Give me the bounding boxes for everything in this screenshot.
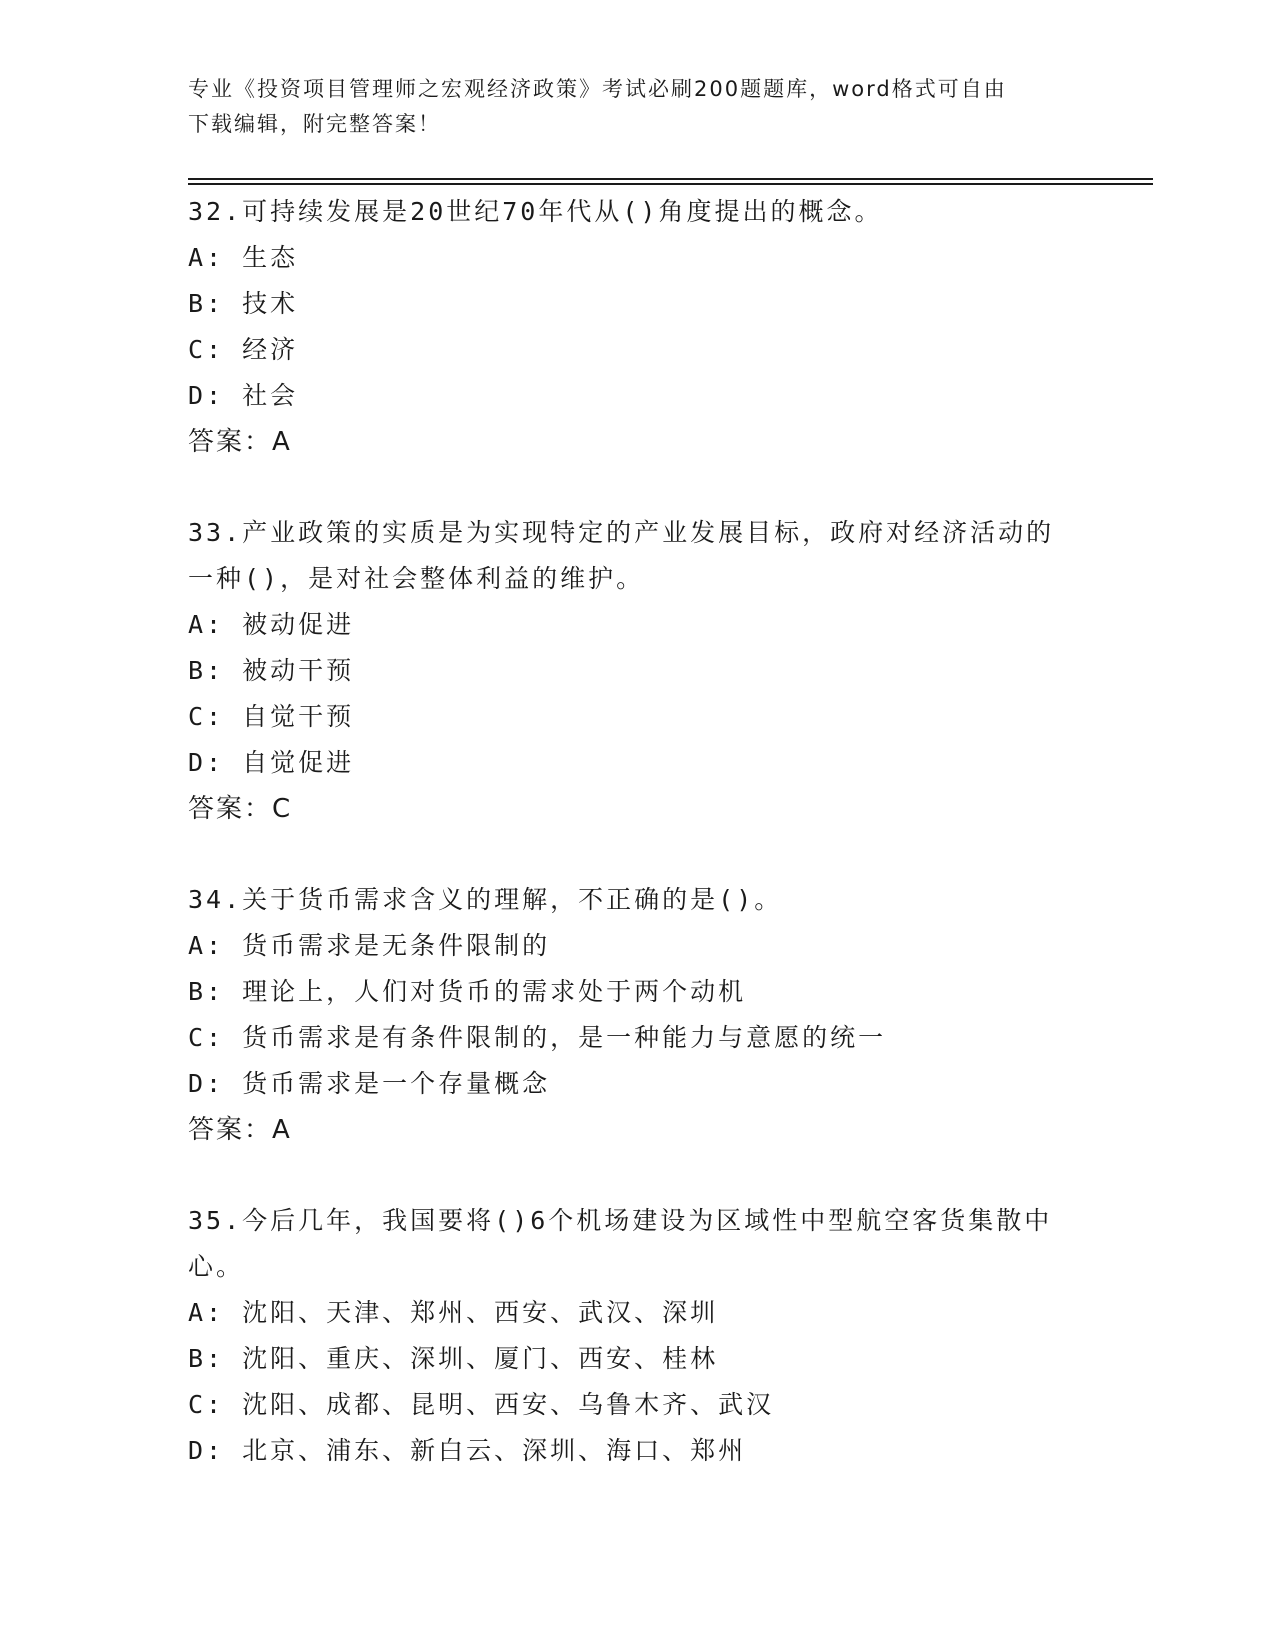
question-33 [188, 510, 1088, 832]
header-divider-bottom [188, 183, 1153, 185]
answer-line: 答案：C [188, 794, 293, 824]
question-35 [188, 1198, 1088, 1474]
option-d: D: 自觉促进 [188, 748, 355, 777]
question-stem-continued: 心。 [188, 1252, 245, 1281]
question-stem: 35.今后几年，我国要将()6个机场建设为区域性中型航空客货集散中 [188, 1206, 1053, 1235]
answer-line: 答案：A [188, 1115, 292, 1145]
option-d: D: 北京、浦东、新白云、深圳、海口、郑州 [188, 1436, 747, 1465]
option-a: A: 货币需求是无条件限制的 [188, 931, 551, 960]
question-stem: 33.产业政策的实质是为实现特定的产业发展目标，政府对经济活动的 [188, 518, 1055, 547]
option-a: A: 被动促进 [188, 610, 355, 639]
option-b: B: 被动干预 [188, 656, 355, 685]
question-32 [188, 189, 1088, 465]
document-header [188, 72, 1068, 142]
option-b: B: 沈阳、重庆、深圳、厦门、西安、桂林 [188, 1344, 719, 1373]
question-list [188, 189, 1088, 1519]
option-a: A: 生态 [188, 243, 299, 272]
header-line-1: 专业《投资项目管理师之宏观经济政策》考试必刷200题题库，word格式可自由 [188, 77, 1007, 101]
question-34 [188, 877, 1088, 1153]
option-a: A: 沈阳、天津、郑州、西安、武汉、深圳 [188, 1298, 719, 1327]
answer-line: 答案：A [188, 427, 292, 457]
question-stem: 32.可持续发展是20世纪70年代从()角度提出的概念。 [188, 197, 883, 226]
question-stem-continued: 一种()，是对社会整体利益的维护。 [188, 564, 645, 593]
question-stem: 34.关于货币需求含义的理解，不正确的是()。 [188, 885, 783, 914]
option-b: B: 技术 [188, 289, 299, 318]
option-d: D: 社会 [188, 381, 299, 410]
header-divider-top [188, 178, 1153, 180]
option-c: C: 自觉干预 [188, 702, 355, 731]
header-line-2: 下载编辑，附完整答案！ [188, 112, 441, 136]
option-c: C: 货币需求是有条件限制的，是一种能力与意愿的统一 [188, 1023, 887, 1052]
option-c: C: 经济 [188, 335, 299, 364]
option-b: B: 理论上，人们对货币的需求处于两个动机 [188, 977, 747, 1006]
option-c: C: 沈阳、成都、昆明、西安、乌鲁木齐、武汉 [188, 1390, 775, 1419]
option-d: D: 货币需求是一个存量概念 [188, 1069, 551, 1098]
